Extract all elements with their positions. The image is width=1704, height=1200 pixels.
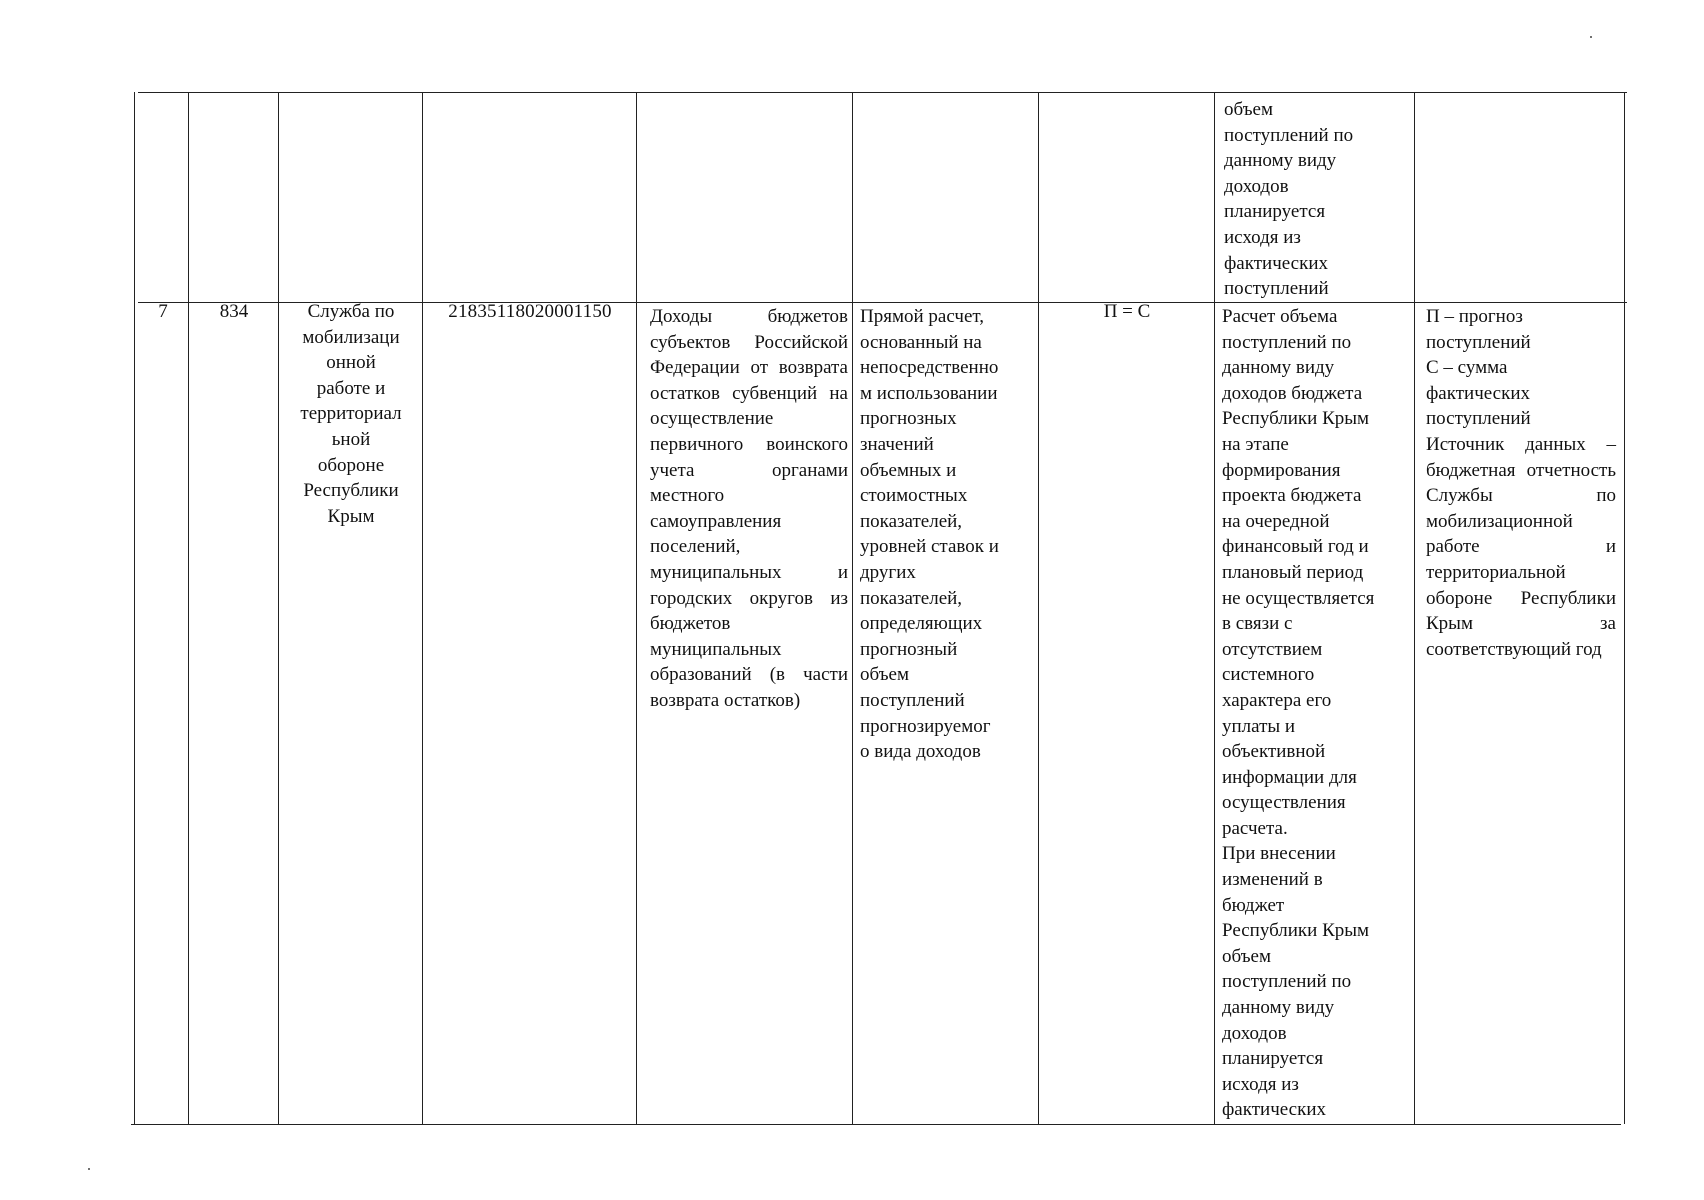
row-number-cell <box>138 299 188 325</box>
column-divider <box>1624 92 1625 1124</box>
legend-cell <box>1426 304 1616 662</box>
continuation-calc-cell <box>1224 97 1410 302</box>
legend-lines: П – прогноз поступлений С – сумма фактических поступлений <box>1426 306 1531 430</box>
column-divider <box>636 92 637 1124</box>
kbk-cell <box>424 299 636 325</box>
column-divider <box>1214 92 1215 1124</box>
forecast-method-cell <box>860 304 1040 765</box>
kbk-code: 21835118020001150 <box>448 301 612 322</box>
column-divider <box>188 92 189 1124</box>
column-divider <box>1414 92 1415 1124</box>
calc-description: Расчет объема поступлений по данному виду доходов бюджета Республики Крым на этапе формирования проекта бюджета на очередной финансовый год и плановый период не осуществляется в связи с отсутствием системного характера его уплаты и объективной информации для осуществления расчета. При внесении изменений в бюджет Республики Крым объем поступлений по данному виду доходов планируется исходя из фактических <box>1222 306 1375 1121</box>
column-divider <box>278 92 279 1124</box>
legend-source: Источник данных – бюджетная отчетность Службы по мобилизационной работе и территориальной обороне Республики Крым за соответствующий год <box>1426 433 1616 660</box>
admin-code: 834 <box>219 301 249 322</box>
forecast-method: Прямой расчет, основанный на непосредственно м использовании прогнозных значений объемных и стоимостных показателей, уровней ставок и других показателей, определяющих прогнозный объем поступлений прогнозируемог о вида доходов <box>860 306 999 763</box>
table-top-border <box>138 92 1627 93</box>
table-bottom-border <box>131 1124 1621 1125</box>
administrator-cell <box>281 299 421 529</box>
continuation-calc-text: объем поступлений по данному виду доходов планируется исходя из фактических поступлений <box>1224 99 1354 300</box>
column-divider <box>852 92 853 1124</box>
calc-description-cell <box>1222 304 1412 1123</box>
admin-code-cell <box>190 299 278 325</box>
row-number: 7 <box>158 301 168 322</box>
formula-cell <box>1040 299 1214 325</box>
income-name-cell <box>650 304 848 714</box>
column-divider <box>134 92 135 1124</box>
column-divider <box>422 92 423 1124</box>
administrator-name: Служба по мобилизаци онной работе и территориал ьной обороне Республики Крым <box>300 301 402 527</box>
income-name: Доходы бюджетов субъектов Российской Федерации от возврата остатков субвенций на осуществление первичного воинского учета органами местного самоуправления поселений, муниципальных и городских округов из бюджетов муниципальных образований (в части возврата остатков) <box>650 306 848 711</box>
scan-speck <box>1590 36 1592 38</box>
scan-speck <box>88 1168 90 1170</box>
formula: П = С <box>1103 301 1151 322</box>
